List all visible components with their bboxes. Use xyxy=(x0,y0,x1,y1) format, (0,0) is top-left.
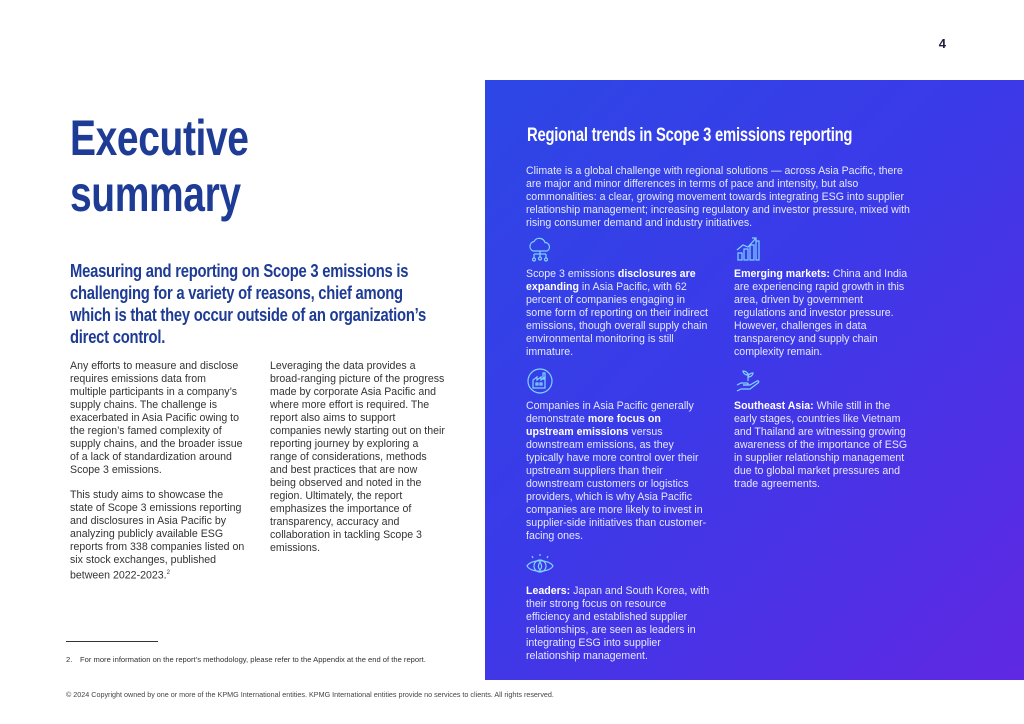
trend-item-southeast-asia xyxy=(734,367,914,491)
left-column xyxy=(70,360,245,595)
trend-item-text: Companies in Asia Pacific generally demonstrate more focus on upstream emissions versus downstream emissions, as they typically have more control over their upstream suppliers than their downstream customers or logistics providers, which is why Asia Pacific companies are more likely to invest in supplier-side initiatives than customer-facing ones. xyxy=(526,400,707,542)
trend-item-upstream-focus xyxy=(526,367,711,543)
trend-item-text: Leaders: Japan and South Korea, with their strong focus on resource efficiency and established supplier relationships, are seen as leaders in integrating ESG into supplier relationship management. xyxy=(526,585,710,662)
right-column-paragraph-1: Leveraging the data provides a broad-ranging picture of the progress made by corporate Asia Pacific and where more effort is required. The report also aims to support companies newly starting out on their reporting journey by exploring a range of considerations, methods and best practices that are now being observed and noted in the region. Ultimately, the report emphasizes the importance of transparency, accuracy and collaboration in tackling Scope 3 emissions. xyxy=(270,360,445,554)
trend-item-emerging-markets xyxy=(734,235,914,359)
footnote-text: For more information on the report’s methodology, please refer to the Appendix at the end of the report. xyxy=(80,655,426,664)
panel-intro: Climate is a global challenge with regional solutions — across Asia Pacific, there are major and minor differences in terms of pace and intensity, but also commonalities: a clear, growing movement towards integrating ESG into supplier relationship management; increasing regulatory and investor pressure, mixed with rising consumer demand and industry initiatives. xyxy=(526,165,910,229)
footnote-number: 2. xyxy=(66,655,73,664)
trend-item-text: Emerging markets: China and India are experiencing rapid growth in this area, driven by government regulations and investor pressure. However, challenges in data transparency and supply chain complexity remain. xyxy=(734,268,908,358)
lead-paragraph: Measuring and reporting on Scope 3 emissions is challenging for a variety of reasons, chief among which is that they occur outside of an organization’s direct control. xyxy=(70,260,426,347)
panel-title: Regional trends in Scope 3 emissions reporting xyxy=(527,125,853,146)
footnote-reference[interactable]: 2 xyxy=(166,570,170,576)
hand-plant-icon xyxy=(734,367,762,395)
page-title xyxy=(70,110,304,222)
trend-item-text: Scope 3 emissions disclosures are expanding in Asia Pacific, with 62 percent of companies engaging in some form of reporting on their indirect emissions, though overall supply chain environmental monitoring is still immature. xyxy=(526,268,708,358)
eye-leaf-icon xyxy=(526,552,554,580)
footnote-divider xyxy=(66,641,158,642)
trend-item-highlight: more focus on upstream emissions xyxy=(526,413,661,438)
cloud-network-icon xyxy=(526,235,554,263)
page-title-line-1: Executive xyxy=(70,110,249,166)
trend-item-leaders xyxy=(526,552,711,663)
trend-item-highlight: Southeast Asia: xyxy=(734,400,814,412)
trend-item-text: Southeast Asia: While still in the early stages, countries like Vietnam and Thailand are witnessing growing awareness of the importance of ESG in supplier relationship management due to global market pressures and trade agreements. xyxy=(734,400,908,490)
page-number: 4 xyxy=(938,36,946,51)
trend-item-highlight: Emerging markets: xyxy=(734,268,830,280)
left-column-paragraph-2-text: This study aims to showcase the state of Scope 3 emissions reporting and disclosures in Asia Pacific by analyzing publicly available ESG reports from 338 companies listed on six stock exchanges, published between 2022-2023. xyxy=(70,489,245,582)
footnote xyxy=(66,655,426,665)
trend-item-highlight: Leaders: xyxy=(526,585,571,597)
factory-icon xyxy=(526,367,554,395)
page-title-line-2: summary xyxy=(70,166,241,222)
growth-chart-icon xyxy=(734,235,762,263)
trend-item-highlight: disclosures are expanding xyxy=(526,268,696,293)
regional-trends-panel xyxy=(485,80,1024,680)
right-column xyxy=(270,360,445,567)
left-column-paragraph-1: Any efforts to measure and disclose requires emissions data from multiple participants in a company’s supply chains. The challenge is exacerbated in Asia Pacific owing to the region’s famed complexity of supply chains, and the broader issue of a lack of standardization around Scope 3 emissions. xyxy=(70,360,243,476)
copyright-notice: © 2024 Copyright owned by one or more of the KPMG International entities. KPMG International entities provide no services to clients. All rights reserved. xyxy=(66,690,554,699)
trend-item-disclosures xyxy=(526,235,711,359)
left-column-paragraph-2 xyxy=(70,489,245,583)
